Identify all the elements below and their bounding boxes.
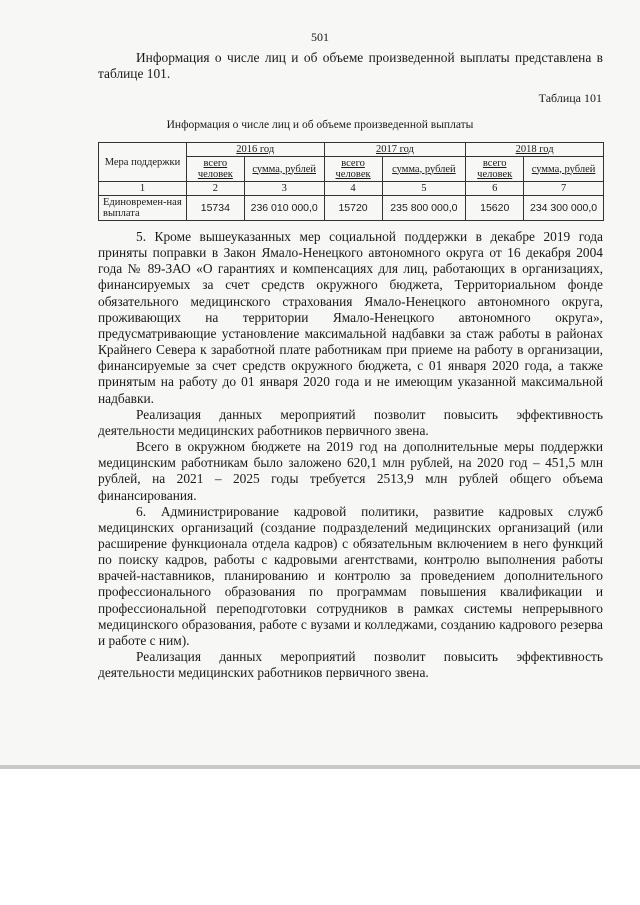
page-number: 501 [311,30,329,44]
index-cell: 7 [524,182,604,196]
index-cell: 2 [186,182,244,196]
index-cell: 3 [244,182,324,196]
row-value: 15734 [186,196,244,221]
paragraph-effect-2: Реализация данных мероприятий позволит повысить эффективность деятельности медицинских работников первичного звена. [98,649,603,681]
subheader-count: всего человек [324,157,382,182]
table-index-row [99,182,604,196]
paragraph-budget: Всего в окружном бюджете на 2019 год на дополнительные меры поддержки медицинским работникам было заложено 620,1 млн рублей, на 2020 год – 451,5 млн рублей, на 2021 – 2025 годы требуется 2513,9 млн рублей общего объема финансирования. [98,439,603,503]
intro-paragraph: Информация о числе лиц и об объеме произведенной выплаты представлена в таблице 101. [98,50,603,81]
paragraph-6: 6. Администрирование кадровой политики, развитие кадровых служб медицинских организаций (создание подразделений медицинских организаций (или расширение функционала отдела кадров) с обязательным включением в него функций по поиску кадров, работы с кадровыми агентствами, контролю выполнения работы врачей-наставников, планированию и контролю за проведением дополнительного профессионального образования по программам повышения квалификации и профессиональной переподготовки сотрудников в рамках системы непрерывного медицинского образования, работе с вузами и колледжами, созданию кадрового резерва и работе с ним). [98,503,603,648]
subheader-sum: сумма, рублей [244,157,324,182]
payments-table [98,142,604,221]
row-value: 234 300 000,0 [524,196,604,221]
row-measure: Единовремен-ная выплата [99,196,187,221]
index-cell: 4 [324,182,382,196]
header-year-2017: 2017 год [324,143,466,157]
row-value: 15720 [324,196,382,221]
header-year-2016: 2016 год [186,143,324,157]
table-header-row [99,143,604,157]
index-cell: 5 [382,182,466,196]
row-value: 235 800 000,0 [382,196,466,221]
table-caption: Информация о числе лиц и об объеме произведенной выплаты [166,119,474,131]
header-year-2018: 2018 год [466,143,604,157]
subheader-count: всего человек [186,157,244,182]
paragraph-effect-1: Реализация данных мероприятий позволит повысить эффективность деятельности медицинских работников первичного звена. [98,406,603,438]
table-row [99,196,604,221]
page-edge-shadow [0,765,640,769]
subheader-count: всего человек [466,157,524,182]
paragraph-5: 5. Кроме вышеуказанных мер социальной поддержки в декабре 2019 года приняты поправки в Закон Ямало-Ненецкого автономного округа от 16 декабря 2004 года № 89-ЗАО «О гарантиях и компенсациях для лиц, работающих в организациях, финансируемых за счет средств окружного бюджета, Территориальном фонде обязательного медицинского страхования Ямало-Ненецкого автономного округа, проживающих на территории Ямало-Ненецкого автономного округа», предусматривающие установление максимальной надбавки за стаж работы в районах Крайнего Севера к заработной плате работникам при приеме на работу в организации, финансируемые за счет средств окружного бюджета, с 01 января 2020 года, а также принятым на работу до 01 января 2020 года и не имеющим указанной максимальной надбавки. [98,229,603,406]
row-value: 236 010 000,0 [244,196,324,221]
index-cell: 6 [466,182,524,196]
subheader-sum: сумма, рублей [382,157,466,182]
index-cell: 1 [99,182,187,196]
row-value: 15620 [466,196,524,221]
body-text [98,229,603,681]
header-measure: Мера поддержки [99,143,187,182]
subheader-sum: сумма, рублей [524,157,604,182]
table-label: Таблица 101 [538,91,602,105]
